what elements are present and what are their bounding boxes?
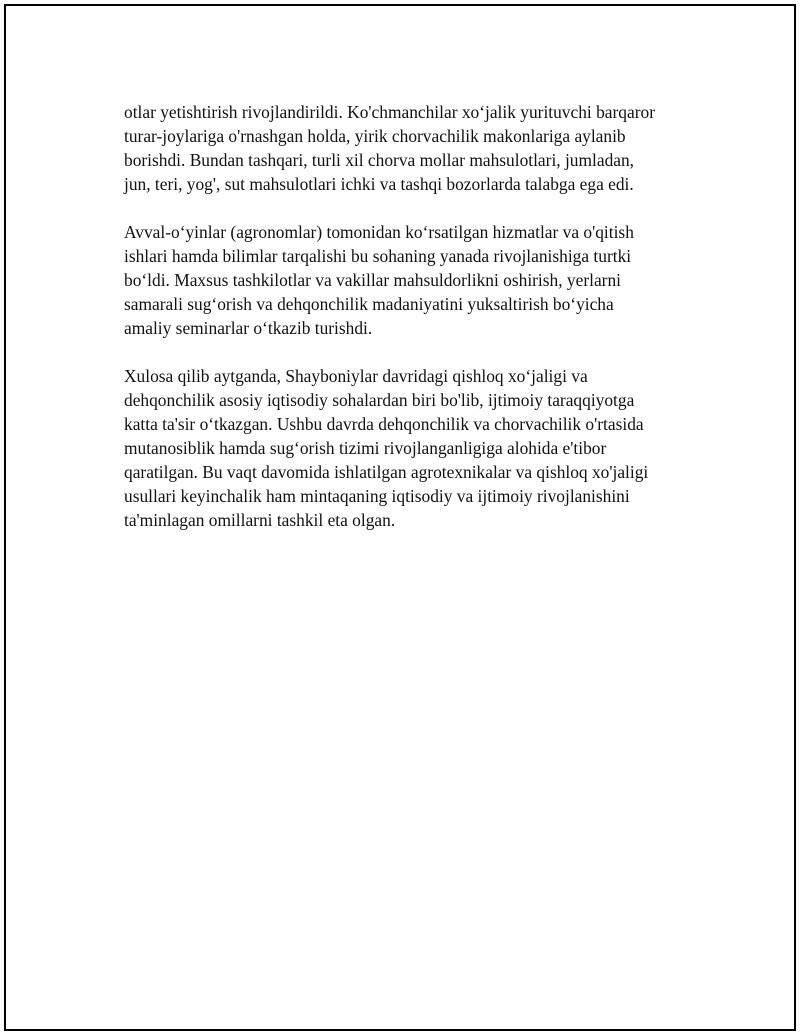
paragraph-line: ta'minlagan omillarni tashkil eta olgan.: [124, 510, 396, 530]
paragraph-line: usullari keyinchalik ham mintaqaning iqtisodiy va ijtimoiy rivojlanishini: [124, 486, 630, 506]
paragraph-line: dehqonchilik asosiy iqtisodiy sohalardan biri bo'lib, ijtimoiy taraqqiyotga: [124, 390, 635, 410]
paragraph-line: katta ta'sir o‘tkazgan. Ushbu davrda dehqonchilik va chorvachilik o'rtasida: [124, 414, 644, 434]
paragraph-line: qaratilgan. Bu vaqt davomida ishlatilgan agrotexnikalar va qishloq xo'jaligi: [124, 462, 649, 482]
paragraph-line: jun, teri, yog', sut mahsulotlari ichki va tashqi bozorlarda talabga ega edi.: [124, 174, 634, 194]
paragraph-line: otlar yetishtirish rivojlandirildi. Ko'chmanchilar xo‘jalik yurituvchi barqaror: [124, 102, 655, 122]
paragraph-line: Avval-o‘yinlar (agronomlar) tomonidan ko‘rsatilgan hizmatlar va o'qitish: [124, 222, 634, 242]
paragraph-line: borishdi. Bundan tashqari, turli xil chorva mollar mahsulotlari, jumladan,: [124, 150, 635, 170]
paragraph-3: [124, 364, 704, 532]
paragraph-line: mutanosiblik hamda sug‘orish tizimi rivojlanganligiga alohida e'tibor: [124, 438, 607, 458]
page-frame: [4, 4, 796, 1031]
paragraph-1: [124, 100, 704, 196]
document-body: [124, 100, 704, 556]
paragraph-line: amaliy seminarlar o‘tkazib turishdi.: [124, 318, 373, 338]
paragraph-line: turar-joylariga o'rnashgan holda, yirik chorvachilik makonlariga aylanib: [124, 126, 626, 146]
paragraph-line: ishlari hamda bilimlar tarqalishi bu sohaning yanada rivojlanishiga turtki: [124, 246, 632, 266]
paragraph-2: [124, 220, 704, 340]
paragraph-line: bo‘ldi. Maxsus tashkilotlar va vakillar mahsuldorlikni oshirish, yerlarni: [124, 270, 622, 290]
paragraph-line: Xulosa qilib aytganda, Shayboniylar davridagi qishloq xo‘jaligi va: [124, 366, 588, 386]
paragraph-line: samarali sug‘orish va dehqonchilik madaniyatini yuksaltirish bo‘yicha: [124, 294, 614, 314]
